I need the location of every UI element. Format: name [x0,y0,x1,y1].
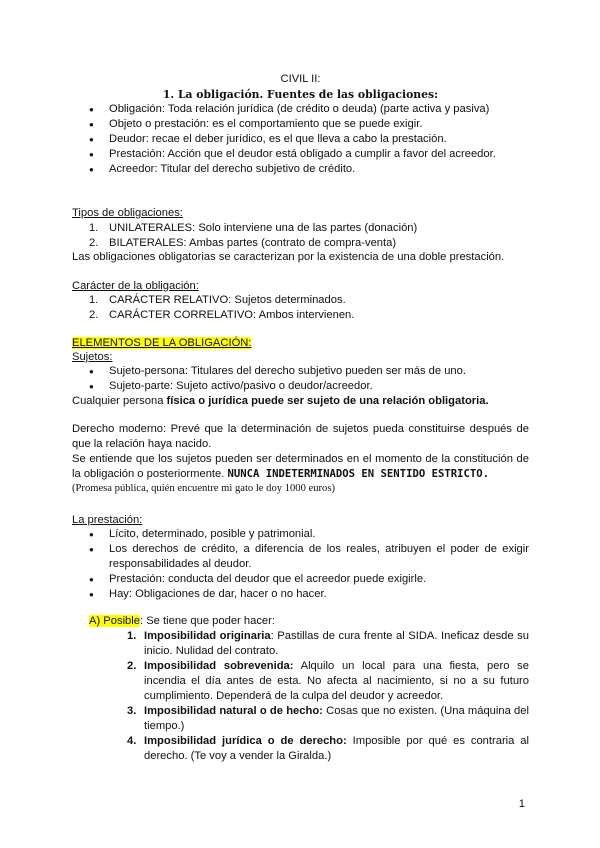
prestacion-list [72,527,529,602]
intro-list [72,102,529,177]
list-item: ● Acreedor: Titular del derecho subjetivo de crédito. [72,162,529,177]
list-item: 4. Imposibilidad jurídica o de derecho: Imposible por qué es contraria al derecho. (Te voy a vender la Giralda.) [127,735,529,762]
list-item: 1. Imposibilidad originaria: Pastillas de cura frente al SIDA. Ineficaz desde su inicio. Nulidad del contrato. [127,630,529,657]
caracter-heading: Carácter de la obligación: [72,280,199,292]
sujetos-heading: Sujetos: [72,351,113,363]
list-item: ● Lícito, determinado, posible y patrimonial. [72,527,529,542]
tipos-list [72,221,529,251]
posible-list [72,629,529,764]
sujetos-list [72,364,529,394]
caracter-list [72,293,529,323]
list-item: 2. Imposibilidad sobrevenida: Alquilo un local para una fiesta, pero se incendia el día antes de esta. No afecta al nacimiento, si no a su futuro cumplimiento. Dependerá de la culpa del deudor y acreedor. [127,660,529,702]
list-item: 3. Imposibilidad natural o de hecho: Cosas que no existen. (Una máquina del tiempo.) [127,705,529,732]
list-item: 1. CARÁCTER RELATIVO: Sujetos determinados. [89,294,346,306]
list-item: 2. BILATERALES: Ambas partes (contrato de compra-venta) [89,237,397,249]
list-item: ● Obligación: Toda relación jurídica (de crédito o deuda) (parte activa y pasiva) [72,102,529,117]
list-item: 2. CARÁCTER CORRELATIVO: Ambos intervienen. [89,309,355,321]
list-item: ● Deudor: recae el deber jurídico, es el que lleva a cabo la prestación. [72,132,529,147]
derecho-moderno-text: Derecho moderno: Prevé que la determinación de sujetos pueda constituirse después de que la relación haya nacido. [72,423,529,450]
list-item: 1. UNILATERALES: Solo interviene una de las partes (donación) [89,222,418,234]
course-label: CIVIL II: [280,73,321,85]
list-item: ● Prestación: conducta del deudor que el acreedor puede exigirle. [72,572,529,587]
list-item: ● Hay: Obligaciones de dar, hacer o no hacer. [72,587,529,602]
tipos-note: Las obligaciones obligatorias se caracterizan por la existencia de una doble prestación. [72,251,505,263]
page-title: 1. La obligación. Fuentes de las obligaciones: [162,88,439,101]
list-item: ● Sujeto-persona: Titulares del derecho subjetivo pueden ser más de uno. [72,364,529,379]
list-item: ● Los derechos de crédito, a diferencia de los reales, atribuyen el poder de exigir responsabilidades al deudor. [72,542,529,572]
list-item: ● Objeto o prestación: es el comportamiento que se puede exigir. [72,117,529,132]
promesa-text: (Promesa pública, quién encuentre mi gato le doy 1000 euros) [72,483,336,494]
page-number: 1 [518,798,525,810]
tipos-heading: Tipos de obligaciones: [72,207,183,219]
posible-heading: A) Posible: Se tiene que poder hacer: [89,615,275,627]
prestacion-heading: La prestación: [72,514,143,526]
se-entiende-text: Se entiende que los sujetos pueden ser determinados en el momento de la constitución de la obligación o posteriormente. NUNCA INDETERMINADOS EN SENTIDO ESTRICTO. [72,453,529,480]
list-item: ● Prestación: Acción que el deudor está obligado a cumplir a favor del acreedor. [72,147,529,162]
list-item: ● Sujeto-parte: Sujeto activo/pasivo o deudor/acreedor. [72,379,529,394]
elementos-heading: ELEMENTOS DE LA OBLIGACIÓN: [72,337,252,349]
cualquier-persona-text: Cualquier persona física o jurídica puede ser sujeto de una relación obligatoria. [72,395,489,407]
